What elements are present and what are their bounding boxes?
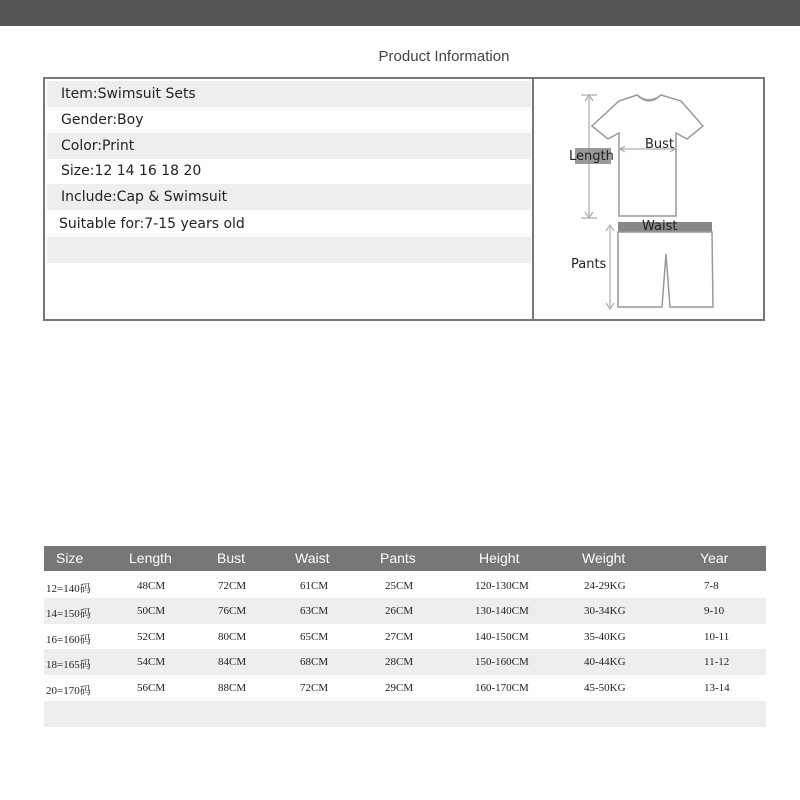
info-row-item: Item:Swimsuit Sets	[47, 81, 531, 107]
bust-label: Bust	[645, 137, 675, 152]
table-row	[44, 624, 766, 650]
cell-weight: 45-50KG	[584, 682, 626, 694]
cell-weight: 24-29KG	[584, 580, 626, 592]
cell-weight: 35-40KG	[584, 631, 626, 643]
pants-label: Pants	[571, 257, 607, 272]
cell-waist: 72CM	[300, 682, 329, 694]
cell-weight: 40-44KG	[584, 656, 626, 668]
cell-year: 10-11	[704, 631, 730, 643]
cell-length: 52CM	[137, 631, 166, 643]
cell-size: 12=140码	[46, 583, 91, 595]
header-height: Height	[479, 550, 520, 566]
info-row-gender: Gender:Boy	[61, 112, 144, 128]
info-row-include: Include:Cap & Swimsuit	[47, 184, 531, 210]
cell-pants: 29CM	[385, 682, 414, 694]
cell-year: 7-8	[704, 580, 719, 592]
cell-waist: 61CM	[300, 580, 329, 592]
cell-height: 120-130CM	[475, 580, 529, 592]
cell-waist: 68CM	[300, 656, 329, 668]
cell-year: 11-12	[704, 656, 730, 668]
cell-length: 56CM	[137, 682, 166, 694]
table-row-empty	[44, 701, 766, 727]
header-pants: Pants	[380, 550, 416, 566]
header-size: Size	[56, 550, 84, 566]
cell-height: 150-160CM	[475, 656, 529, 668]
info-row-size: Size:12 14 16 18 20	[61, 163, 202, 179]
header-bust: Bust	[217, 550, 246, 566]
info-row-suitable: Suitable for:7-15 years old	[59, 216, 245, 232]
cell-pants: 28CM	[385, 656, 414, 668]
cell-height: 140-150CM	[475, 631, 529, 643]
cell-year: 13-14	[704, 682, 730, 694]
cell-bust: 84CM	[218, 656, 247, 668]
cell-bust: 72CM	[218, 580, 247, 592]
product-info-box	[43, 77, 765, 321]
header-weight: Weight	[582, 550, 626, 566]
cell-bust: 80CM	[218, 631, 247, 643]
cell-size: 16=160码	[46, 634, 91, 646]
length-label: Length	[569, 149, 614, 164]
size-diagram	[535, 79, 765, 319]
cell-height: 160-170CM	[475, 682, 529, 694]
cell-pants: 27CM	[385, 631, 414, 643]
cell-weight: 30-34KG	[584, 605, 626, 617]
header-year: Year	[700, 550, 729, 566]
table-row	[44, 598, 766, 624]
cell-size: 20=170码	[46, 685, 91, 697]
info-divider	[532, 79, 534, 319]
cell-pants: 26CM	[385, 605, 414, 617]
size-table-header	[44, 546, 766, 571]
top-bar	[0, 0, 800, 26]
table-row	[44, 675, 766, 701]
header-length: Length	[129, 550, 172, 566]
cell-length: 54CM	[137, 656, 166, 668]
cell-length: 48CM	[137, 580, 166, 592]
waist-label: Waist	[642, 219, 678, 234]
cell-bust: 76CM	[218, 605, 247, 617]
cell-year: 9-10	[704, 605, 725, 617]
cell-size: 18=165码	[46, 659, 91, 671]
cell-pants: 25CM	[385, 580, 414, 592]
header-waist: Waist	[295, 550, 330, 566]
cell-size: 14=150码	[46, 608, 91, 620]
cell-height: 130-140CM	[475, 605, 529, 617]
product-info-list	[45, 79, 533, 319]
table-row	[44, 573, 766, 599]
cell-waist: 63CM	[300, 605, 329, 617]
table-row	[44, 649, 766, 675]
info-row-color: Color:Print	[47, 133, 531, 159]
cell-bust: 88CM	[218, 682, 247, 694]
shorts-icon	[535, 79, 765, 319]
page-title: Product Information	[378, 48, 510, 65]
cell-length: 50CM	[137, 605, 166, 617]
info-row-empty	[47, 237, 531, 263]
cell-waist: 65CM	[300, 631, 329, 643]
